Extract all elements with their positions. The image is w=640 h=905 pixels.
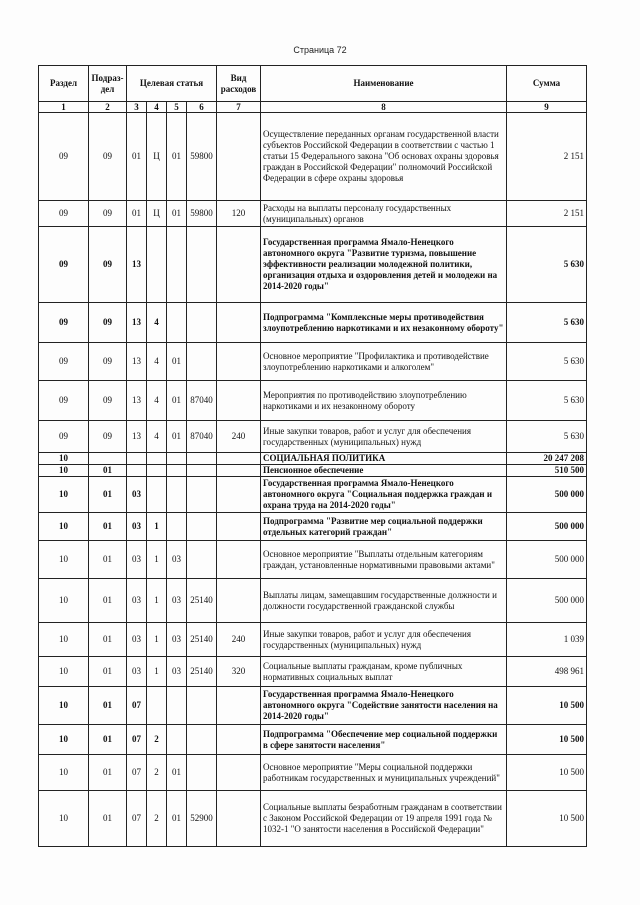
name-cell: Социальные выплаты гражданам, кроме публичных нормативных социальных выплат xyxy=(261,657,507,687)
name-cell: Государственная программа Ямало-Ненецкого автономного округа "Социальная поддержка граждан и охрана труда на 2014-2020 годы" xyxy=(261,477,507,513)
target-direction-cell xyxy=(187,477,217,513)
podrazdel-cell: 09 xyxy=(89,227,127,303)
sum-cell: 10 500 xyxy=(507,725,587,755)
target-program-cell: 07 xyxy=(127,687,147,725)
target-program-cell: 03 xyxy=(127,513,147,541)
podrazdel-cell: 01 xyxy=(89,541,127,579)
sum-cell: 10 500 xyxy=(507,755,587,791)
expense-type-cell xyxy=(217,453,261,465)
razdel-cell: 09 xyxy=(39,381,89,421)
target-subprogram-cell: 1 xyxy=(147,657,167,687)
table-row xyxy=(39,513,587,541)
target-program-cell: 13 xyxy=(127,343,147,381)
target-program-cell xyxy=(127,465,147,477)
table-body xyxy=(39,113,587,847)
name-cell: Подпрограмма "Развитие мер социальной поддержки отдельных категорий граждан" xyxy=(261,513,507,541)
target-direction-cell xyxy=(187,725,217,755)
target-subprogram-cell: 1 xyxy=(147,513,167,541)
target-subprogram-cell: 2 xyxy=(147,755,167,791)
table-row xyxy=(39,343,587,381)
expense-type-cell xyxy=(217,725,261,755)
sum-cell: 500 000 xyxy=(507,513,587,541)
target-direction-cell xyxy=(187,453,217,465)
header-name: Наименование xyxy=(261,66,507,102)
table-row xyxy=(39,657,587,687)
target-subprogram-cell: 4 xyxy=(147,381,167,421)
name-cell: Пенсионное обеспечение xyxy=(261,465,507,477)
podrazdel-cell: 01 xyxy=(89,791,127,847)
razdel-cell: 09 xyxy=(39,421,89,453)
sum-cell: 500 000 xyxy=(507,541,587,579)
target-subprogram-cell: 2 xyxy=(147,791,167,847)
header-podrazdel: Подраз-дел xyxy=(89,66,127,102)
target-activity-cell: 03 xyxy=(167,579,187,623)
target-activity-cell: 01 xyxy=(167,791,187,847)
target-direction-cell: 87040 xyxy=(187,381,217,421)
table-row xyxy=(39,453,587,465)
sum-cell: 10 500 xyxy=(507,791,587,847)
target-program-cell: 07 xyxy=(127,725,147,755)
expense-type-cell: 320 xyxy=(217,657,261,687)
target-program-cell: 07 xyxy=(127,755,147,791)
expense-type-cell xyxy=(217,227,261,303)
table-row xyxy=(39,477,587,513)
target-subprogram-cell: 1 xyxy=(147,541,167,579)
header-row xyxy=(39,66,587,102)
target-activity-cell: 03 xyxy=(167,623,187,657)
expense-type-cell xyxy=(217,541,261,579)
podrazdel-cell: 01 xyxy=(89,687,127,725)
target-activity-cell: 03 xyxy=(167,657,187,687)
name-cell: Подпрограмма "Комплексные меры противодействия злоупотреблению наркотиками и их незаконному обороту" xyxy=(261,303,507,343)
target-activity-cell: 01 xyxy=(167,755,187,791)
column-number-row xyxy=(39,102,587,113)
target-program-cell: 03 xyxy=(127,579,147,623)
sum-cell: 1 039 xyxy=(507,623,587,657)
sum-cell: 10 500 xyxy=(507,687,587,725)
target-program-cell: 03 xyxy=(127,623,147,657)
name-cell: Осуществление переданных органам государственной власти субъектов Российской Федерации в соответствии с частью 1 статьи 15 Федерального закона "Об основах охраны здоровья граждан в Российской Федерации" полномочий Российской Федерации в сфере охраны здоровья xyxy=(261,113,507,201)
column-number: 4 xyxy=(147,102,167,113)
target-direction-cell xyxy=(187,541,217,579)
header-razdel: Раздел xyxy=(39,66,89,102)
table-row xyxy=(39,579,587,623)
sum-cell: 2 151 xyxy=(507,113,587,201)
expense-type-cell: 120 xyxy=(217,201,261,227)
target-program-cell: 13 xyxy=(127,381,147,421)
sum-cell: 500 000 xyxy=(507,579,587,623)
table-row xyxy=(39,465,587,477)
table-row xyxy=(39,541,587,579)
table-row xyxy=(39,725,587,755)
column-number: 5 xyxy=(167,102,187,113)
razdel-cell: 10 xyxy=(39,657,89,687)
podrazdel-cell: 09 xyxy=(89,421,127,453)
target-subprogram-cell xyxy=(147,227,167,303)
column-number: 6 xyxy=(187,102,217,113)
name-cell: Расходы на выплаты персоналу государственных (муниципальных) органов xyxy=(261,201,507,227)
expense-type-cell xyxy=(217,579,261,623)
target-direction-cell: 59800 xyxy=(187,201,217,227)
expense-type-cell xyxy=(217,755,261,791)
target-direction-cell xyxy=(187,465,217,477)
table-row xyxy=(39,623,587,657)
table-row xyxy=(39,421,587,453)
name-cell: Основное мероприятие "Выплаты отдельным категориям граждан, установленные нормативными правовыми актами" xyxy=(261,541,507,579)
target-subprogram-cell xyxy=(147,453,167,465)
podrazdel-cell: 01 xyxy=(89,465,127,477)
name-cell: Государственная программа Ямало-Ненецкого автономного округа "Развитие туризма, повышение эффективности реализации молодежной политики, организация отдыха и оздоровления детей и молодежи на 2014-2020 годы" xyxy=(261,227,507,303)
target-direction-cell: 52900 xyxy=(187,791,217,847)
name-cell: Выплаты лицам, замещавшим государственные должности и должности государственной гражданской службы xyxy=(261,579,507,623)
sum-cell: 5 630 xyxy=(507,421,587,453)
target-activity-cell xyxy=(167,453,187,465)
razdel-cell: 09 xyxy=(39,303,89,343)
sum-cell: 498 961 xyxy=(507,657,587,687)
table-row xyxy=(39,687,587,725)
podrazdel-cell: 09 xyxy=(89,343,127,381)
name-cell: Мероприятия по противодействию злоупотреблению наркотиками и их незаконному обороту xyxy=(261,381,507,421)
target-program-cell xyxy=(127,453,147,465)
razdel-cell: 10 xyxy=(39,513,89,541)
target-direction-cell: 25140 xyxy=(187,623,217,657)
target-activity-cell xyxy=(167,477,187,513)
column-number: 9 xyxy=(507,102,587,113)
razdel-cell: 10 xyxy=(39,687,89,725)
target-activity-cell: 01 xyxy=(167,421,187,453)
target-activity-cell: 01 xyxy=(167,113,187,201)
expense-type-cell xyxy=(217,113,261,201)
podrazdel-cell: 01 xyxy=(89,477,127,513)
podrazdel-cell: 01 xyxy=(89,579,127,623)
target-direction-cell xyxy=(187,343,217,381)
podrazdel-cell: 09 xyxy=(89,381,127,421)
target-subprogram-cell xyxy=(147,465,167,477)
sum-cell: 5 630 xyxy=(507,381,587,421)
podrazdel-cell: 01 xyxy=(89,725,127,755)
target-subprogram-cell: 1 xyxy=(147,579,167,623)
column-number: 2 xyxy=(89,102,127,113)
expense-type-cell xyxy=(217,687,261,725)
header-target-article: Целевая статья xyxy=(127,66,217,102)
sum-cell: 2 151 xyxy=(507,201,587,227)
razdel-cell: 09 xyxy=(39,227,89,303)
expense-type-cell xyxy=(217,465,261,477)
expense-type-cell xyxy=(217,791,261,847)
razdel-cell: 09 xyxy=(39,343,89,381)
target-activity-cell: 01 xyxy=(167,343,187,381)
razdel-cell: 10 xyxy=(39,579,89,623)
column-number: 1 xyxy=(39,102,89,113)
target-program-cell: 03 xyxy=(127,541,147,579)
name-cell: Иные закупки товаров, работ и услуг для обеспечения государственных (муниципальных) нужд xyxy=(261,623,507,657)
target-subprogram-cell: 4 xyxy=(147,343,167,381)
table-row xyxy=(39,227,587,303)
header-sum: Сумма xyxy=(507,66,587,102)
sum-cell: 5 630 xyxy=(507,343,587,381)
razdel-cell: 10 xyxy=(39,453,89,465)
column-number: 7 xyxy=(217,102,261,113)
podrazdel-cell xyxy=(89,453,127,465)
table-row xyxy=(39,755,587,791)
sum-cell: 20 247 208 xyxy=(507,453,587,465)
razdel-cell: 10 xyxy=(39,623,89,657)
target-program-cell: 01 xyxy=(127,201,147,227)
name-cell: СОЦИАЛЬНАЯ ПОЛИТИКА xyxy=(261,453,507,465)
target-activity-cell xyxy=(167,227,187,303)
column-number: 8 xyxy=(261,102,507,113)
podrazdel-cell: 01 xyxy=(89,755,127,791)
target-direction-cell xyxy=(187,513,217,541)
expense-type-cell xyxy=(217,477,261,513)
podrazdel-cell: 09 xyxy=(89,303,127,343)
target-direction-cell: 87040 xyxy=(187,421,217,453)
razdel-cell: 10 xyxy=(39,791,89,847)
target-subprogram-cell xyxy=(147,687,167,725)
target-direction-cell xyxy=(187,687,217,725)
target-direction-cell: 25140 xyxy=(187,657,217,687)
target-program-cell: 13 xyxy=(127,421,147,453)
target-subprogram-cell: 4 xyxy=(147,303,167,343)
target-activity-cell xyxy=(167,303,187,343)
target-activity-cell xyxy=(167,687,187,725)
sum-cell: 5 630 xyxy=(507,303,587,343)
expense-type-cell xyxy=(217,303,261,343)
target-subprogram-cell xyxy=(147,477,167,513)
target-direction-cell: 59800 xyxy=(187,113,217,201)
table-row xyxy=(39,113,587,201)
target-direction-cell xyxy=(187,755,217,791)
podrazdel-cell: 09 xyxy=(89,113,127,201)
table-row xyxy=(39,201,587,227)
name-cell: Социальные выплаты безработным гражданам в соответствии с Законом Российской Федерации от 19 апреля 1991 года № 1032-1 "О занятости населения в Российской Федерации" xyxy=(261,791,507,847)
target-program-cell: 07 xyxy=(127,791,147,847)
podrazdel-cell: 09 xyxy=(89,201,127,227)
razdel-cell: 10 xyxy=(39,755,89,791)
target-activity-cell xyxy=(167,513,187,541)
header-expense-type: Вид расходов xyxy=(217,66,261,102)
table-row xyxy=(39,791,587,847)
sum-cell: 500 000 xyxy=(507,477,587,513)
razdel-cell: 10 xyxy=(39,465,89,477)
target-subprogram-cell: Ц xyxy=(147,113,167,201)
name-cell: Основное мероприятие "Профилактика и противодействие злоупотреблению наркотиками и алкоголем" xyxy=(261,343,507,381)
target-program-cell: 03 xyxy=(127,657,147,687)
razdel-cell: 10 xyxy=(39,541,89,579)
expense-type-cell xyxy=(217,381,261,421)
target-direction-cell: 25140 xyxy=(187,579,217,623)
razdel-cell: 10 xyxy=(39,477,89,513)
podrazdel-cell: 01 xyxy=(89,623,127,657)
name-cell: Основное мероприятие "Меры социальной поддержки работникам государственных и муниципальных учреждений" xyxy=(261,755,507,791)
target-subprogram-cell: 1 xyxy=(147,623,167,657)
target-activity-cell: 03 xyxy=(167,541,187,579)
table-row xyxy=(39,381,587,421)
razdel-cell: 09 xyxy=(39,201,89,227)
budget-table xyxy=(38,65,587,847)
target-program-cell: 13 xyxy=(127,303,147,343)
razdel-cell: 09 xyxy=(39,113,89,201)
target-direction-cell xyxy=(187,303,217,343)
name-cell: Иные закупки товаров, работ и услуг для обеспечения государственных (муниципальных) нужд xyxy=(261,421,507,453)
expense-type-cell xyxy=(217,343,261,381)
name-cell: Подпрограмма "Обеспечение мер социальной поддержки в сфере занятости населения" xyxy=(261,725,507,755)
expense-type-cell: 240 xyxy=(217,623,261,657)
sum-cell: 510 500 xyxy=(507,465,587,477)
target-activity-cell: 01 xyxy=(167,381,187,421)
table-row xyxy=(39,303,587,343)
target-program-cell: 03 xyxy=(127,477,147,513)
target-activity-cell: 01 xyxy=(167,201,187,227)
target-program-cell: 01 xyxy=(127,113,147,201)
target-direction-cell xyxy=(187,227,217,303)
target-subprogram-cell: 4 xyxy=(147,421,167,453)
target-activity-cell xyxy=(167,465,187,477)
expense-type-cell: 240 xyxy=(217,421,261,453)
page-number: Страница 72 xyxy=(293,45,347,55)
column-number: 3 xyxy=(127,102,147,113)
target-subprogram-cell: Ц xyxy=(147,201,167,227)
target-subprogram-cell: 2 xyxy=(147,725,167,755)
name-cell: Государственная программа Ямало-Ненецкого автономного округа "Содействие занятости населения на 2014-2020 годы" xyxy=(261,687,507,725)
target-activity-cell xyxy=(167,725,187,755)
podrazdel-cell: 01 xyxy=(89,657,127,687)
expense-type-cell xyxy=(217,513,261,541)
target-program-cell: 13 xyxy=(127,227,147,303)
podrazdel-cell: 01 xyxy=(89,513,127,541)
sum-cell: 5 630 xyxy=(507,227,587,303)
razdel-cell: 10 xyxy=(39,725,89,755)
